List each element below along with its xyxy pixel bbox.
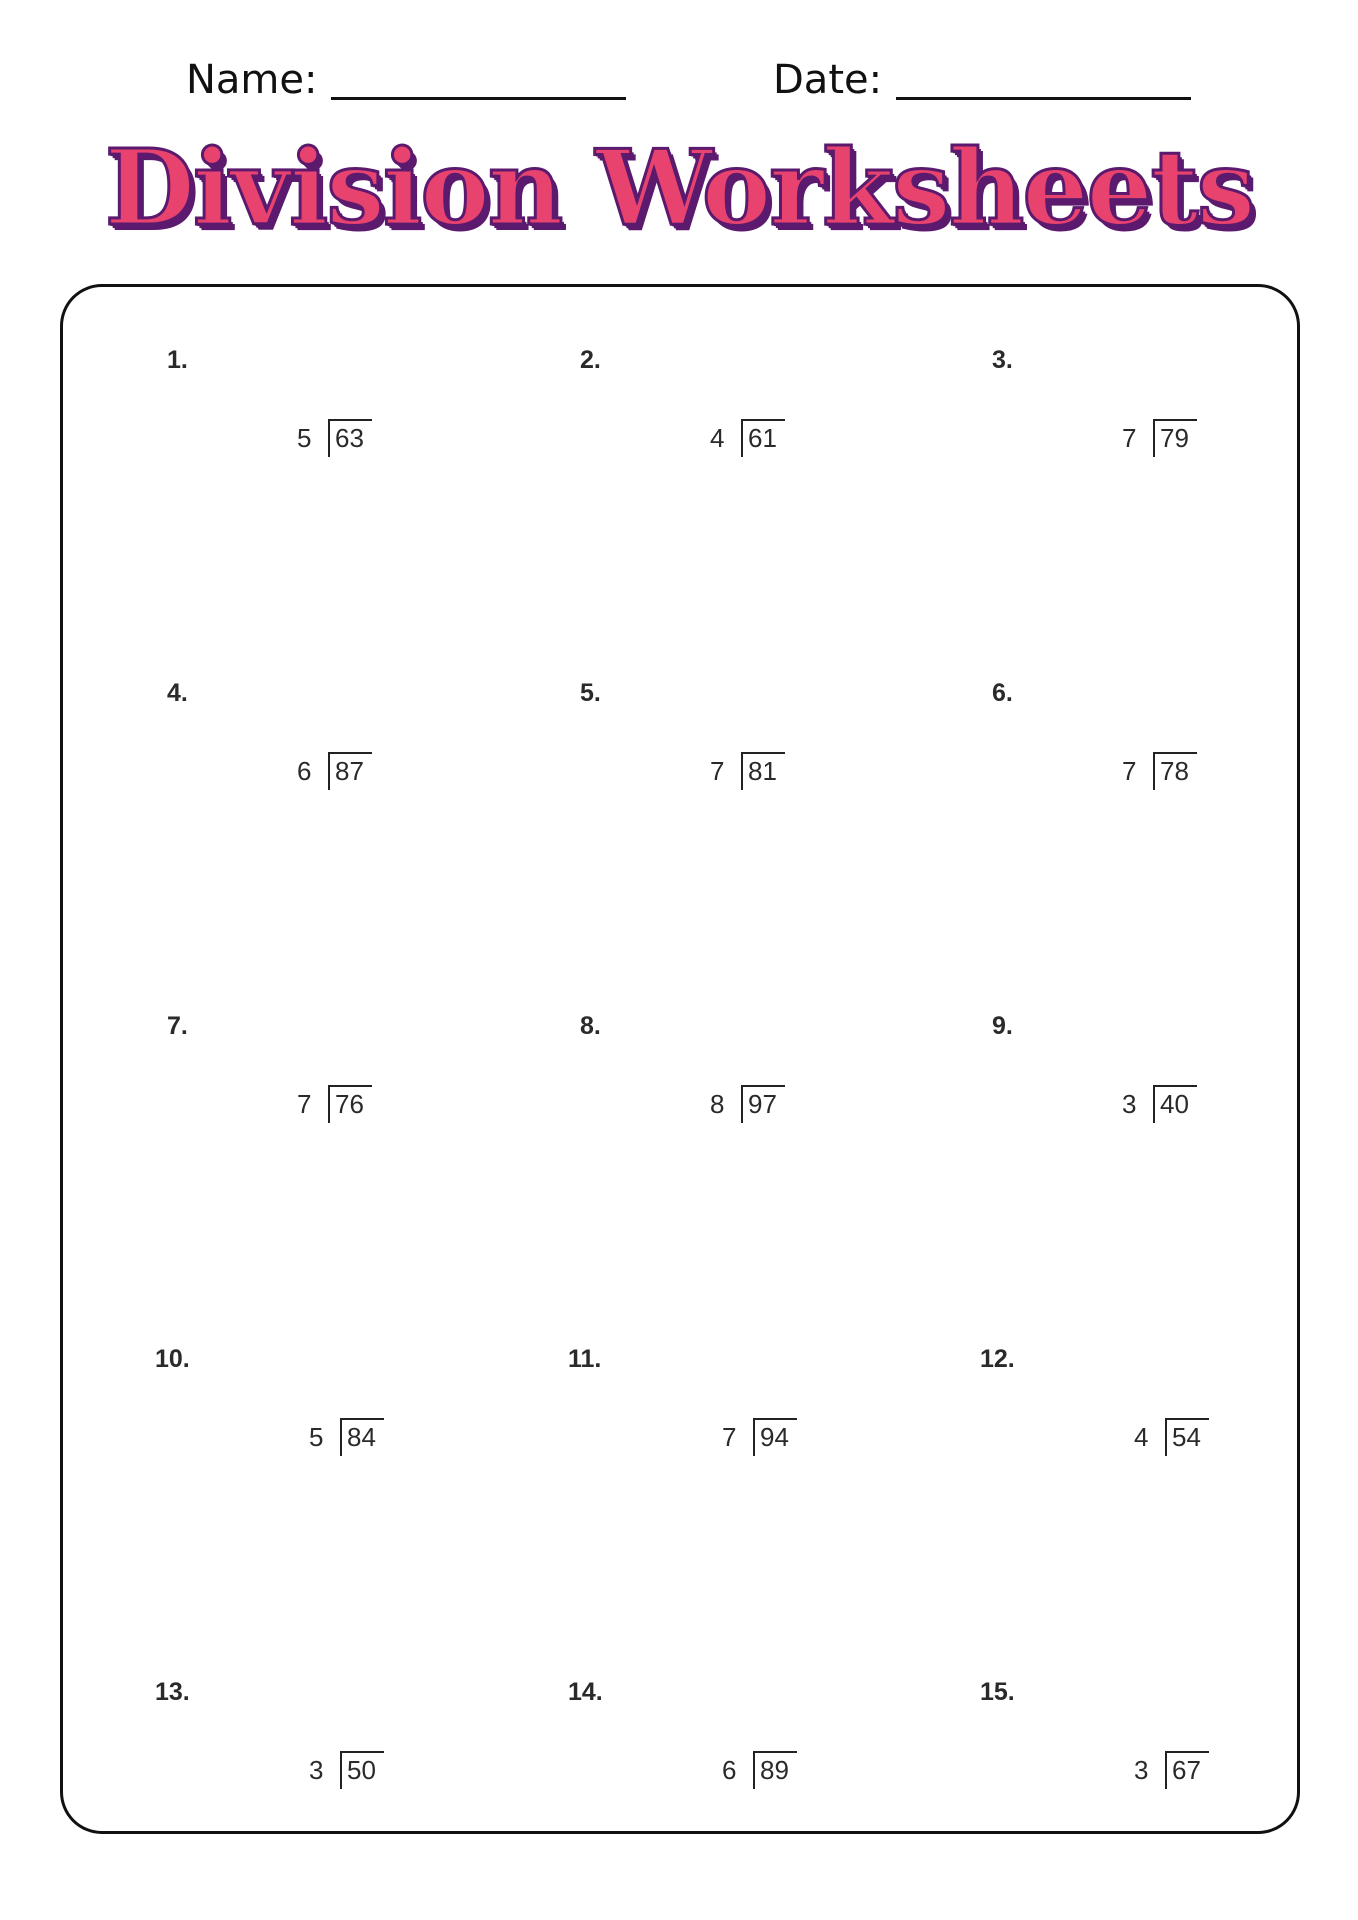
problem-number: 5. (580, 679, 601, 707)
dividend: 40 (1160, 1089, 1189, 1119)
name-field[interactable] (186, 56, 626, 104)
divisor: 5 (297, 423, 312, 453)
problem-number: 2. (580, 346, 601, 374)
dividend: 63 (335, 423, 364, 453)
dividend: 94 (760, 1422, 789, 1452)
problem-number: 4. (167, 679, 188, 707)
problem-number: 12. (980, 1345, 1015, 1373)
dividend: 84 (347, 1422, 376, 1452)
problem-number: 13. (155, 1678, 190, 1706)
division-problem (568, 1344, 868, 1504)
division-problem (980, 1011, 1280, 1171)
divisor: 3 (1134, 1755, 1149, 1785)
divisor: 4 (1134, 1422, 1149, 1452)
dividend: 50 (347, 1755, 376, 1785)
worksheet-title: Division Worksheets (104, 126, 1254, 249)
problem-number: 7. (167, 1012, 188, 1040)
dividend: 54 (1172, 1422, 1201, 1452)
date-blank-line[interactable] (896, 97, 1191, 100)
division-problem (155, 1677, 455, 1837)
divisor: 5 (309, 1422, 324, 1452)
division-problem (568, 678, 868, 838)
divisor: 7 (1122, 756, 1137, 786)
division-problem (980, 678, 1280, 838)
divisor: 8 (710, 1089, 725, 1119)
name-label: Name: (186, 57, 318, 103)
date-field[interactable] (773, 56, 1191, 104)
division-problem (155, 345, 455, 505)
divisor: 3 (1122, 1089, 1137, 1119)
divisor: 6 (722, 1755, 737, 1785)
division-problem (568, 1677, 868, 1837)
dividend: 67 (1172, 1755, 1201, 1785)
division-problem (155, 678, 455, 838)
problem-number: 6. (992, 679, 1013, 707)
problem-number: 10. (155, 1345, 190, 1373)
divisor: 7 (297, 1089, 312, 1119)
divisor: 3 (309, 1755, 324, 1785)
divisor: 7 (1122, 423, 1137, 453)
name-blank-line[interactable] (331, 97, 626, 100)
division-problem (568, 345, 868, 505)
divisor: 7 (722, 1422, 737, 1452)
division-problem (155, 1011, 455, 1171)
problem-number: 15. (980, 1678, 1015, 1706)
dividend: 61 (748, 423, 777, 453)
problem-number: 11. (568, 1345, 602, 1373)
division-problem (980, 345, 1280, 505)
dividend: 87 (335, 756, 364, 786)
dividend: 78 (1160, 756, 1189, 786)
dividend: 97 (748, 1089, 777, 1119)
problem-number: 14. (568, 1678, 603, 1706)
division-problem (155, 1344, 455, 1504)
problem-number: 1. (167, 346, 188, 374)
problem-number: 8. (580, 1012, 601, 1040)
problem-number: 3. (992, 346, 1013, 374)
divisor: 7 (710, 756, 725, 786)
date-label: Date: (773, 57, 883, 103)
problem-number: 9. (992, 1012, 1013, 1040)
divisor: 6 (297, 756, 312, 786)
dividend: 76 (335, 1089, 364, 1119)
divisor: 4 (710, 423, 725, 453)
dividend: 79 (1160, 423, 1189, 453)
division-problem (980, 1344, 1280, 1504)
division-problem (980, 1677, 1280, 1837)
division-problem (568, 1011, 868, 1171)
dividend: 81 (748, 756, 777, 786)
dividend: 89 (760, 1755, 789, 1785)
